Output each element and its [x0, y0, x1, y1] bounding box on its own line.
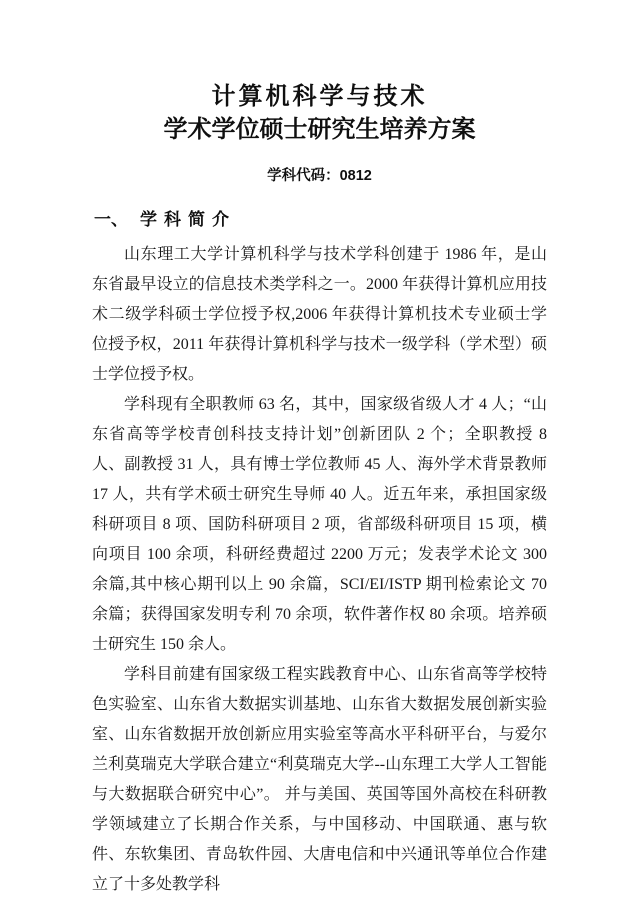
paragraph-2: 学科现有全职教师 63 名，其中，国家级省级人才 4 人；“山东省高等学校青创科技支持计划”创新团队 2 个；全职教授 8 人、副教授 31 人，具有博士学位教师 45 人、海外学术背景教师 17 人，共有学术硕士研究生导师 40 人。近五年来，承担国家级科研项目 8 项、国防科研项目 2 项，省部级科研项目 15 项，横向项目 100 余项，科研经费超过 2200 万元；发表学术论文 300 余篇,其中核心期刊以上 90 余篇，SCI/EI/ISTP 期刊检索论文 70 余篇；获得国家发明专利 70 余项，软件著作权 80 余项。培养硕士研究生 150 余人。: [92, 396, 547, 653]
document-title-line-1: 计算机科学与技术: [211, 83, 428, 110]
section-heading: [94, 209, 547, 231]
section-body: [92, 240, 547, 900]
document-title-line-2: 学术学位硕士研究生培养方案: [163, 116, 476, 143]
document-title: [92, 80, 547, 146]
paragraph-3: 学科目前建有国家级工程实践教育中心、山东省高等学校特色实验室、山东省大数据实训基地、山东省大数据发展创新实验室、山东省数据开放创新应用实验室等高水平科研平台，与爱尔兰利莫瑞克大学联合建立“利莫瑞克大学--山东理工大学人工智能与大数据联合研究中心”。 并与美国、英国等国外高校在科研教学领域建立了长期合作关系，与中国移动、中国联通、惠与软件、东软集团、青岛软件园、大唐电信和中兴通讯等单位合作建立了十多处教学科: [92, 666, 547, 893]
subject-code-label: 学科代码：0812: [267, 168, 372, 184]
paragraph-1: 山东理工大学计算机科学与技术学科创建于 1986 年，是山东省最早设立的信息技术类学科之一。2000 年获得计算机应用技术二级学科硕士学位授予权,2006 年获得计算机技术专业硕士学位授予权，2011 年获得计算机科学与技术一级学科（学术型）硕士学位授予权。: [92, 246, 547, 383]
section-heading-title: 学科简介: [140, 210, 236, 229]
section-heading-number: 一、: [94, 210, 128, 229]
